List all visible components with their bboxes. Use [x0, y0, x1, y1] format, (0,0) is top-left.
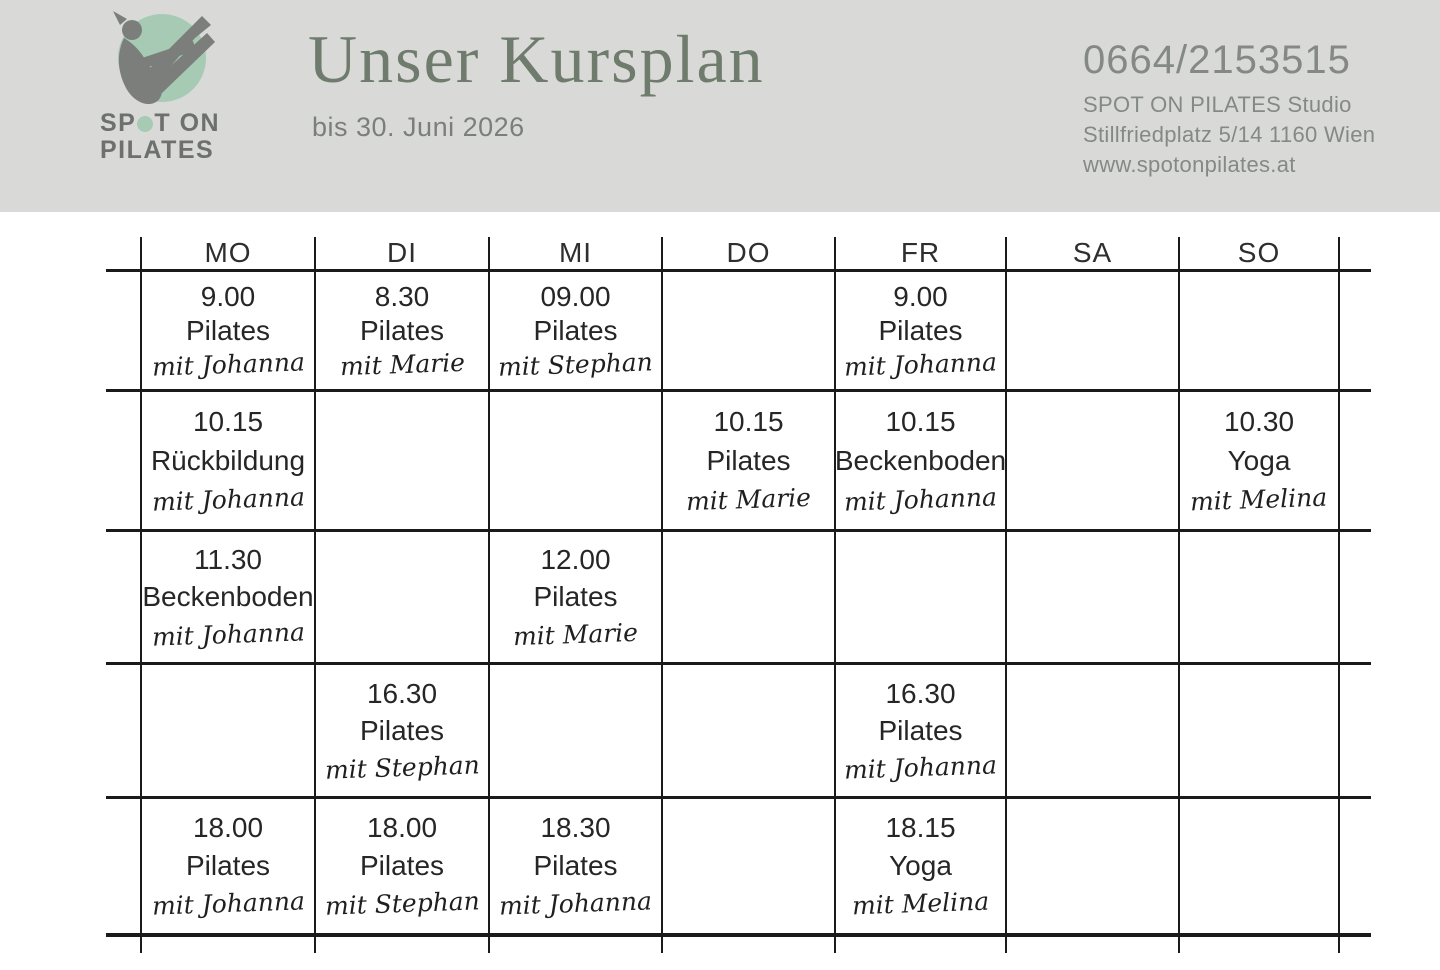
- schedule-cell-di-row4: [315, 664, 489, 798]
- cell-time: 10.15: [192, 406, 264, 438]
- studio-website: www.spotonpilates.at: [1083, 152, 1296, 177]
- schedule-cell-mi-row3: [489, 531, 662, 664]
- cell-instructor: mit Johanna: [151, 616, 305, 652]
- schedule-cell-mo-row1: [141, 271, 315, 391]
- cell-time: 10.15: [885, 406, 956, 438]
- cell-instructor: mit Johanna: [843, 482, 998, 517]
- cell-instructor: mit Melina: [1189, 482, 1329, 517]
- cell-instructor: mit Johanna: [151, 347, 305, 382]
- day-header-sa: SA: [1006, 237, 1179, 271]
- schedule-cell-so-row5: [1179, 798, 1339, 935]
- schedule-cell-so-row1: [1179, 271, 1339, 391]
- schedule-cell-sa-row5: [1006, 798, 1179, 935]
- day-header-mi: MI: [489, 237, 662, 271]
- cell-instructor: mit Melina: [851, 886, 990, 921]
- cell-course: Pilates: [359, 850, 445, 882]
- cell-instructor: mit Marie: [685, 482, 812, 517]
- schedule-cell-do-row4: [662, 664, 835, 798]
- cell-instructor: mit Stephan: [324, 886, 480, 921]
- cell-course: Pilates: [359, 714, 445, 746]
- schedule-cell-mi-row2: [489, 391, 662, 531]
- cell-instructor: mit Stephan: [497, 347, 654, 382]
- cell-time: 8.30: [374, 281, 430, 313]
- schedule-cell-cropped-so: [1179, 935, 1339, 953]
- day-header-fr: FR: [835, 237, 1006, 271]
- schedule-cell-sa-row4: [1006, 664, 1179, 798]
- table-gutter: [1339, 798, 1371, 935]
- table-gutter: [1339, 531, 1371, 664]
- cell-instructor: mit Stephan: [324, 750, 480, 786]
- schedule-cell-do-row5: [662, 798, 835, 935]
- schedule-cell-di-row5: [315, 798, 489, 935]
- schedule-cell-so-row2: [1179, 391, 1339, 531]
- day-header-mo: MO: [141, 237, 315, 271]
- schedule-cell-sa-row3: [1006, 531, 1179, 664]
- schedule-cell-fr-row5: [835, 798, 1006, 935]
- schedule-cell-mo-row5: [141, 798, 315, 935]
- cell-time: 09.00: [540, 281, 611, 313]
- pilates-figure-icon: [96, 8, 232, 112]
- schedule-cell-mi-row5: [489, 798, 662, 935]
- schedule-cell-so-row4: [1179, 664, 1339, 798]
- cell-course: Yoga: [1227, 444, 1291, 476]
- day-header-so: SO: [1179, 237, 1339, 271]
- schedule-cell-sa-row2: [1006, 391, 1179, 531]
- cell-course: Pilates: [185, 850, 271, 882]
- course-schedule-table: [106, 237, 1371, 953]
- schedule-cell-do-row1: [662, 271, 835, 391]
- cell-time: 9.00: [893, 281, 948, 313]
- schedule-cell-cropped-do: [662, 935, 835, 953]
- cell-time: 16.30: [885, 677, 956, 709]
- cell-course: Pilates: [533, 314, 618, 346]
- schedule-cell-fr-row2: [835, 391, 1006, 531]
- cell-time: 18.00: [192, 812, 264, 844]
- cell-course: Beckenboden: [142, 581, 314, 613]
- schedule-cell-fr-row3: [835, 531, 1006, 664]
- validity-subtitle: bis 30. Juni 2026: [312, 112, 525, 142]
- logo-text-bottom: PILATES: [100, 136, 215, 164]
- cell-instructor: mit Johanna: [498, 886, 653, 921]
- table-gutter: [106, 237, 141, 271]
- cell-instructor: mit Marie: [339, 347, 465, 382]
- cell-instructor: mit Johanna: [151, 482, 305, 517]
- schedule-cell-di-row3: [315, 531, 489, 664]
- schedule-cell-fr-row1: [835, 271, 1006, 391]
- day-header-do: DO: [662, 237, 835, 271]
- cell-time: 9.00: [200, 281, 256, 313]
- page-title: Unser Kursplan: [308, 21, 765, 97]
- cell-course: Yoga: [889, 850, 952, 882]
- studio-name: SPOT ON PILATES Studio: [1083, 92, 1352, 117]
- cell-course: Pilates: [878, 314, 963, 346]
- schedule-cell-cropped-mi: [489, 935, 662, 953]
- logo-text-top: SP T ON: [100, 109, 221, 137]
- studio-logo: [88, 4, 238, 174]
- cell-time: 12.00: [540, 544, 611, 576]
- schedule-cell-mo-row3: [141, 531, 315, 664]
- logo-wordmark: [100, 110, 220, 164]
- cell-instructor: mit Johanna: [843, 750, 998, 786]
- schedule-cell-di-row1: [315, 271, 489, 391]
- schedule-cell-fr-row4: [835, 664, 1006, 798]
- schedule-cell-do-row3: [662, 531, 835, 664]
- cell-time: 10.30: [1223, 406, 1295, 438]
- schedule-cell-cropped-mo: [141, 935, 315, 953]
- cell-course: Pilates: [706, 444, 791, 476]
- cell-course: Pilates: [878, 714, 963, 746]
- cell-course: Rückbildung: [150, 444, 306, 476]
- schedule-cell-mi-row1: [489, 271, 662, 391]
- table-gutter: [106, 664, 141, 798]
- table-gutter: [1339, 935, 1371, 953]
- green-dot-icon: [137, 116, 153, 132]
- table-gutter: [1339, 664, 1371, 798]
- schedule-cell-do-row2: [662, 391, 835, 531]
- cell-time: 11.30: [194, 544, 262, 576]
- cell-course: Pilates: [533, 581, 618, 613]
- schedule-cell-sa-row1: [1006, 271, 1179, 391]
- table-gutter: [106, 935, 141, 953]
- cell-course: Pilates: [185, 314, 271, 346]
- phone-number: 0664/2153515: [1083, 38, 1351, 82]
- cell-instructor: mit Johanna: [151, 886, 305, 921]
- schedule-cell-so-row3: [1179, 531, 1339, 664]
- schedule-cell-mo-row4: [141, 664, 315, 798]
- cell-time: 18.00: [366, 812, 438, 844]
- cell-instructor: mit Marie: [512, 617, 639, 651]
- studio-address: Stillfriedplatz 5/14 1160 Wien: [1083, 122, 1376, 147]
- schedule-cell-cropped-sa: [1006, 935, 1179, 953]
- cell-instructor: mit Johanna: [843, 347, 998, 382]
- schedule-cell-cropped-di: [315, 935, 489, 953]
- contact-block: [1083, 36, 1375, 180]
- schedule-cell-mo-row2: [141, 391, 315, 531]
- table-gutter: [1339, 237, 1371, 271]
- cell-course: Pilates: [533, 850, 618, 882]
- cell-course: Beckenboden: [834, 444, 1007, 476]
- cell-course: Pilates: [359, 314, 445, 346]
- cell-time: 16.30: [366, 677, 438, 709]
- schedule-cell-di-row2: [315, 391, 489, 531]
- cell-time: 10.15: [713, 406, 784, 438]
- schedule-cell-mi-row4: [489, 664, 662, 798]
- table-gutter: [1339, 271, 1371, 391]
- schedule-cell-cropped-fr: [835, 935, 1006, 953]
- day-header-di: DI: [315, 237, 489, 271]
- header-band: [0, 0, 1440, 212]
- cell-time: 18.15: [885, 812, 956, 844]
- cell-time: 18.30: [540, 812, 611, 844]
